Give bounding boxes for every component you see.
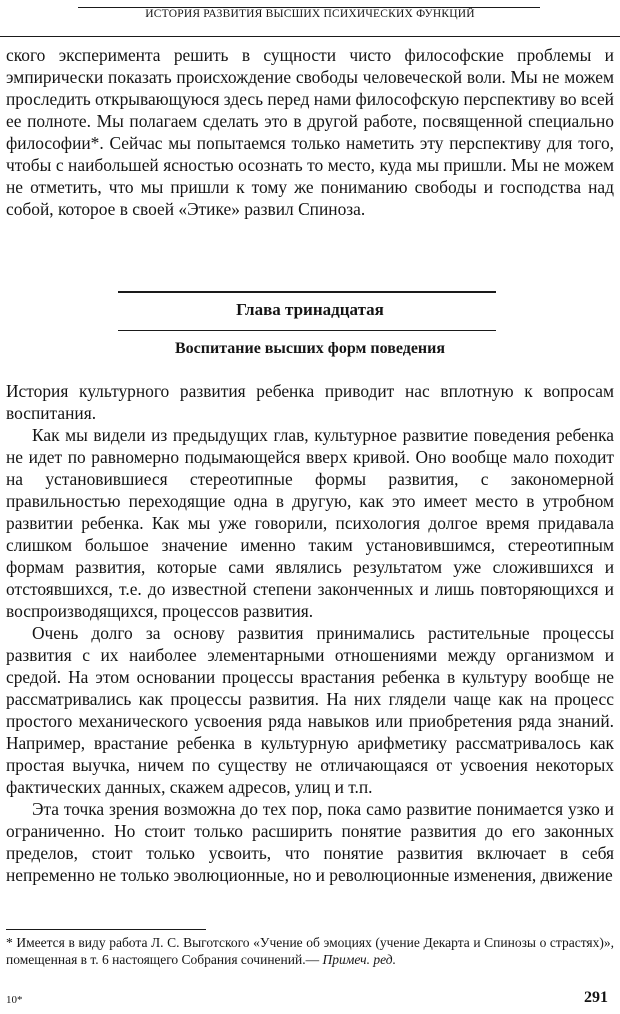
body-paragraph-3: Очень долго за основу развития принимались растительные процессы развития с их наиболее элементарными отношениями между организмом и средой. На этом основании процессы врастания ребенка в культуру вообще не рассматривались как процессы развития. На них глядели чаще как на процесс простого механического усвоения ряда навыков или приобретения ряда знаний. Например, врастание ребенка в культурную арифметику рассматривалось как простая выучка, ничем по существу не отличающаяся от усвоения некоторых фактических данных, скажем адресов, улиц и т.п. — [6, 623, 614, 797]
page-number: 291 — [584, 989, 608, 1006]
body-paragraph-1: История культурного развития ребенка приводит нас вплотную к вопросам воспитания. — [6, 381, 614, 423]
footnote-rule — [6, 929, 206, 930]
top-paragraph: ского эксперимента решить в сущности чисто философские проблемы и эмпирически показать происхождение свободы человеческой воли. Мы не можем проследить открывающуюся здесь перед нами философскую перспективу во всей ее полноте. Мы полагаем сделать это в другой работе, посвященной специально философии*. Сейчас мы попытаемся только наметить эту перспективу для того, чтобы с наибольшей ясностью осознать то место, куда мы пришли. Мы не можем не отметить, что мы пришли к тому же пониманию свободы и господства над собой, которое в своей «Этике» развил Спиноза. — [6, 45, 614, 219]
chapter-body — [6, 380, 614, 886]
top-paragraph-block — [6, 44, 614, 220]
body-paragraph-2: Как мы видели из предыдущих глав, культурное развитие поведения ребенка не идет по равномерно подымающейся вверх кривой. Оно вообще мало походит на установившиеся стереотипные формы развития, с закономерной правильностью переходящие одна в другую, как это имеет место в утробном развитии ребенка. Как мы уже говорили, психология долгое время придавала слишком большое значение именно таким установившимся, стереотипным формам развития, которые сами являлись результатом уже сложившихся и отстоявшихся, т.е. до известной степени законченных и лишь повторяющихся и воспроизводящихся, процессов развития. — [6, 425, 614, 621]
footnote — [6, 934, 614, 968]
running-head: ИСТОРИЯ РАЗВИТИЯ ВЫСШИХ ПСИХИЧЕСКИХ ФУНКЦИЙ — [145, 8, 475, 20]
chapter-subtitle: Воспитание высших форм поведения — [174, 340, 446, 357]
chapter-rule-middle — [118, 330, 496, 331]
signature-mark: 10* — [6, 994, 23, 1006]
header-underline — [0, 36, 620, 37]
footnote-editor-note: Примеч. ред. — [322, 952, 396, 967]
body-paragraph-4: Эта точка зрения возможна до тех пор, пока само развитие понимается узко и ограниченно. Но стоит только расширить понятие развития до его законных пределов, стоит только усвоить, что понятие развития включает в себя непременно не только эволюционные, но и революционные изменения, движение — [6, 799, 614, 885]
footnote-text: * Имеется в виду работа Л. С. Выготского «Учение об эмоциях (учение Декарта и Спинозы о страстях)», помещенная в т. 6 настоящего Собрания сочинений.— — [6, 935, 614, 967]
chapter-title: Глава тринадцатая — [236, 300, 384, 319]
chapter-rule-top — [118, 291, 496, 293]
